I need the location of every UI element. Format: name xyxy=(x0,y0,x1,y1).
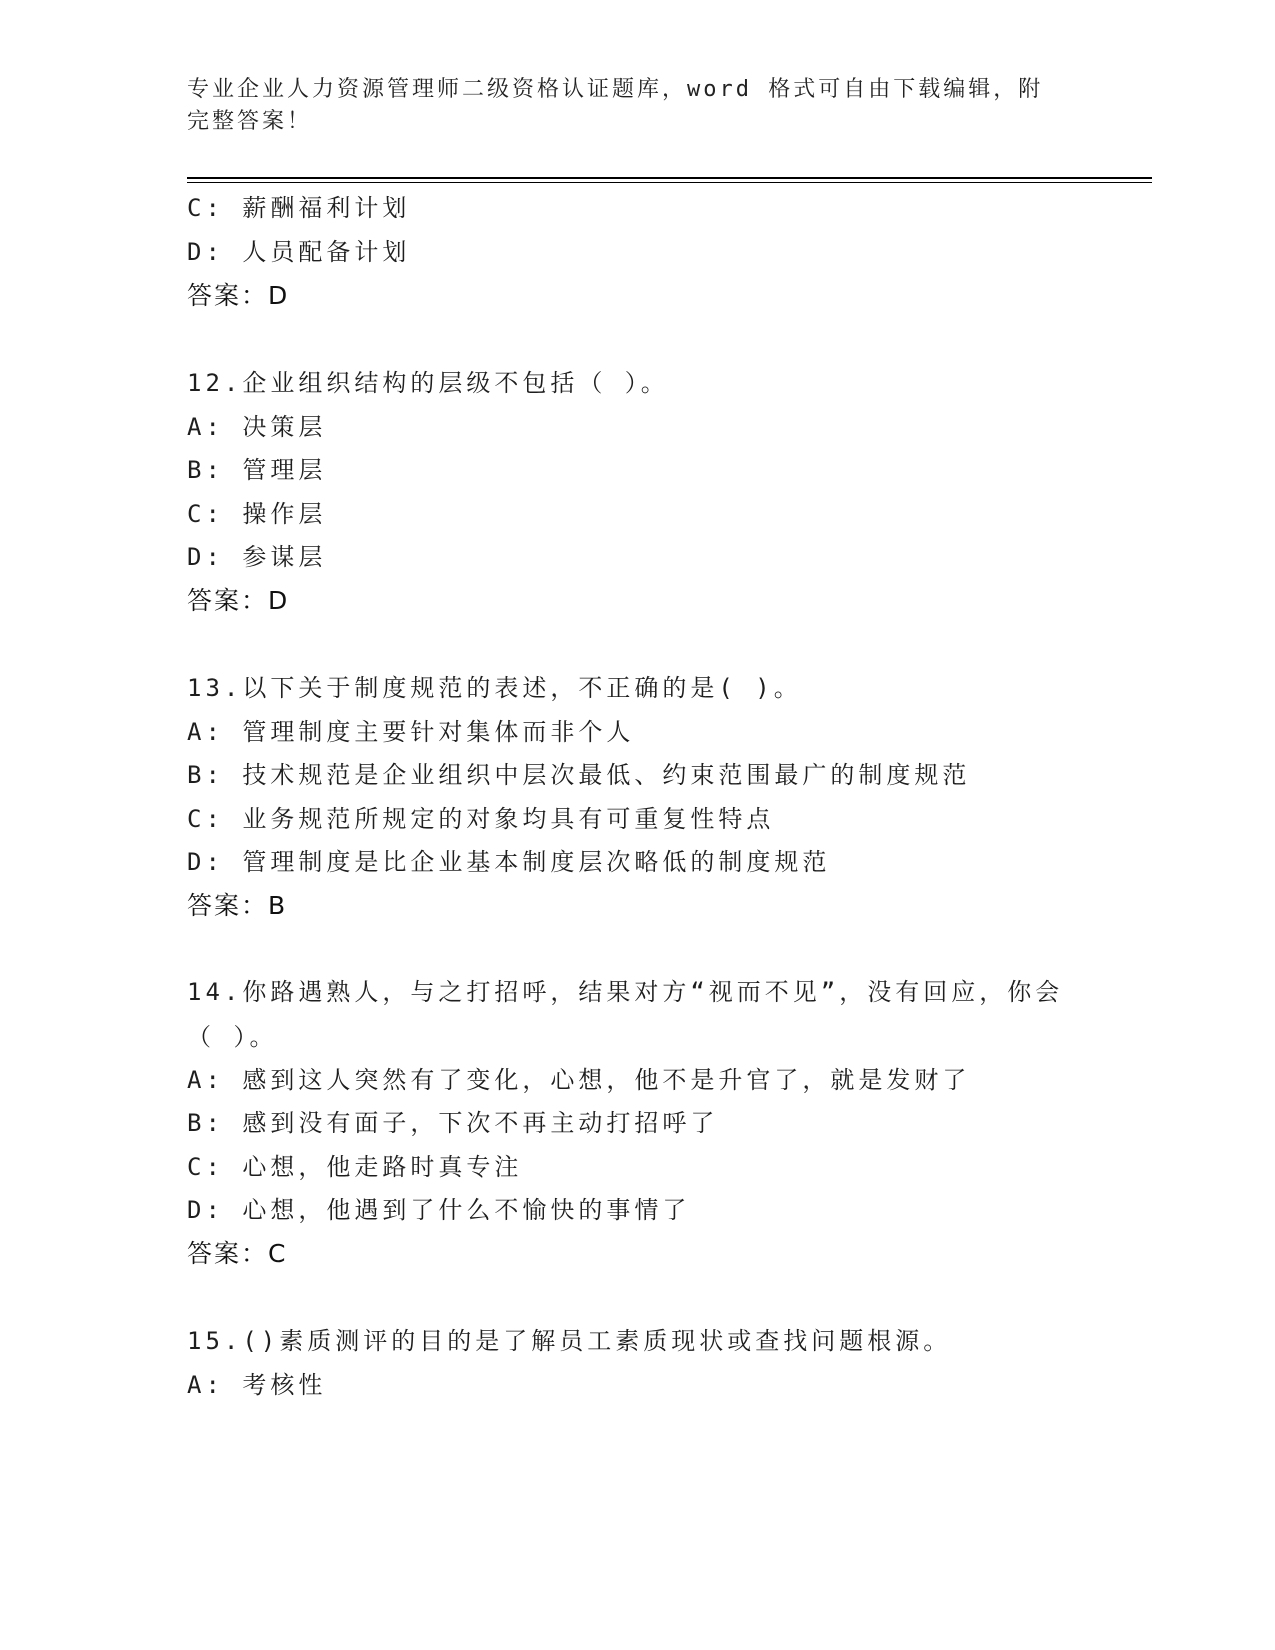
header-divider xyxy=(187,177,1152,183)
answer: 答案：D xyxy=(187,281,290,310)
option-d: D: 管理制度是比企业基本制度层次略低的制度规范 xyxy=(187,848,831,876)
option-a: A: 感到这人突然有了变化，心想，他不是升官了，就是发财了 xyxy=(187,1066,971,1094)
option-d: D: 人员配备计划 xyxy=(187,238,411,266)
option-a: A: 考核性 xyxy=(187,1371,327,1399)
option-c: C: 业务规范所规定的对象均具有可重复性特点 xyxy=(187,805,775,833)
question-13: 13.以下关于制度规范的表述，不正确的是( )。 xyxy=(187,674,802,702)
option-b: B: 技术规范是企业组织中层次最低、约束范围最广的制度规范 xyxy=(187,761,971,789)
option-d: D: 参谋层 xyxy=(187,543,327,571)
option-d: D: 心想，他遇到了什么不愉快的事情了 xyxy=(187,1196,691,1224)
option-a: A: 决策层 xyxy=(187,413,327,441)
answer: 答案：C xyxy=(187,1239,288,1268)
question-14: 14.你路遇熟人，与之打招呼，结果对方“视而不见”，没有回应，你会（ ）。 xyxy=(187,978,1064,1051)
question-12: 12.企业组织结构的层级不包括（ ）。 xyxy=(187,369,669,397)
option-b: B: 管理层 xyxy=(187,456,327,484)
option-a: A: 管理制度主要针对集体而非个人 xyxy=(187,718,635,746)
option-b: B: 感到没有面子，下次不再主动打招呼了 xyxy=(187,1109,719,1137)
answer: 答案：B xyxy=(187,891,288,920)
option-c: C: 操作层 xyxy=(187,500,327,528)
document-header: 专业企业人力资源管理师二级资格认证题库，word 格式可自由下载编辑，附完整答案！ xyxy=(187,77,1044,134)
answer: 答案：D xyxy=(187,586,290,615)
option-c: C: 薪酬福利计划 xyxy=(187,194,411,222)
question-15: 15.()素质测评的目的是了解员工素质现状或查找问题根源。 xyxy=(187,1327,952,1355)
option-c: C: 心想，他走路时真专注 xyxy=(187,1153,523,1181)
